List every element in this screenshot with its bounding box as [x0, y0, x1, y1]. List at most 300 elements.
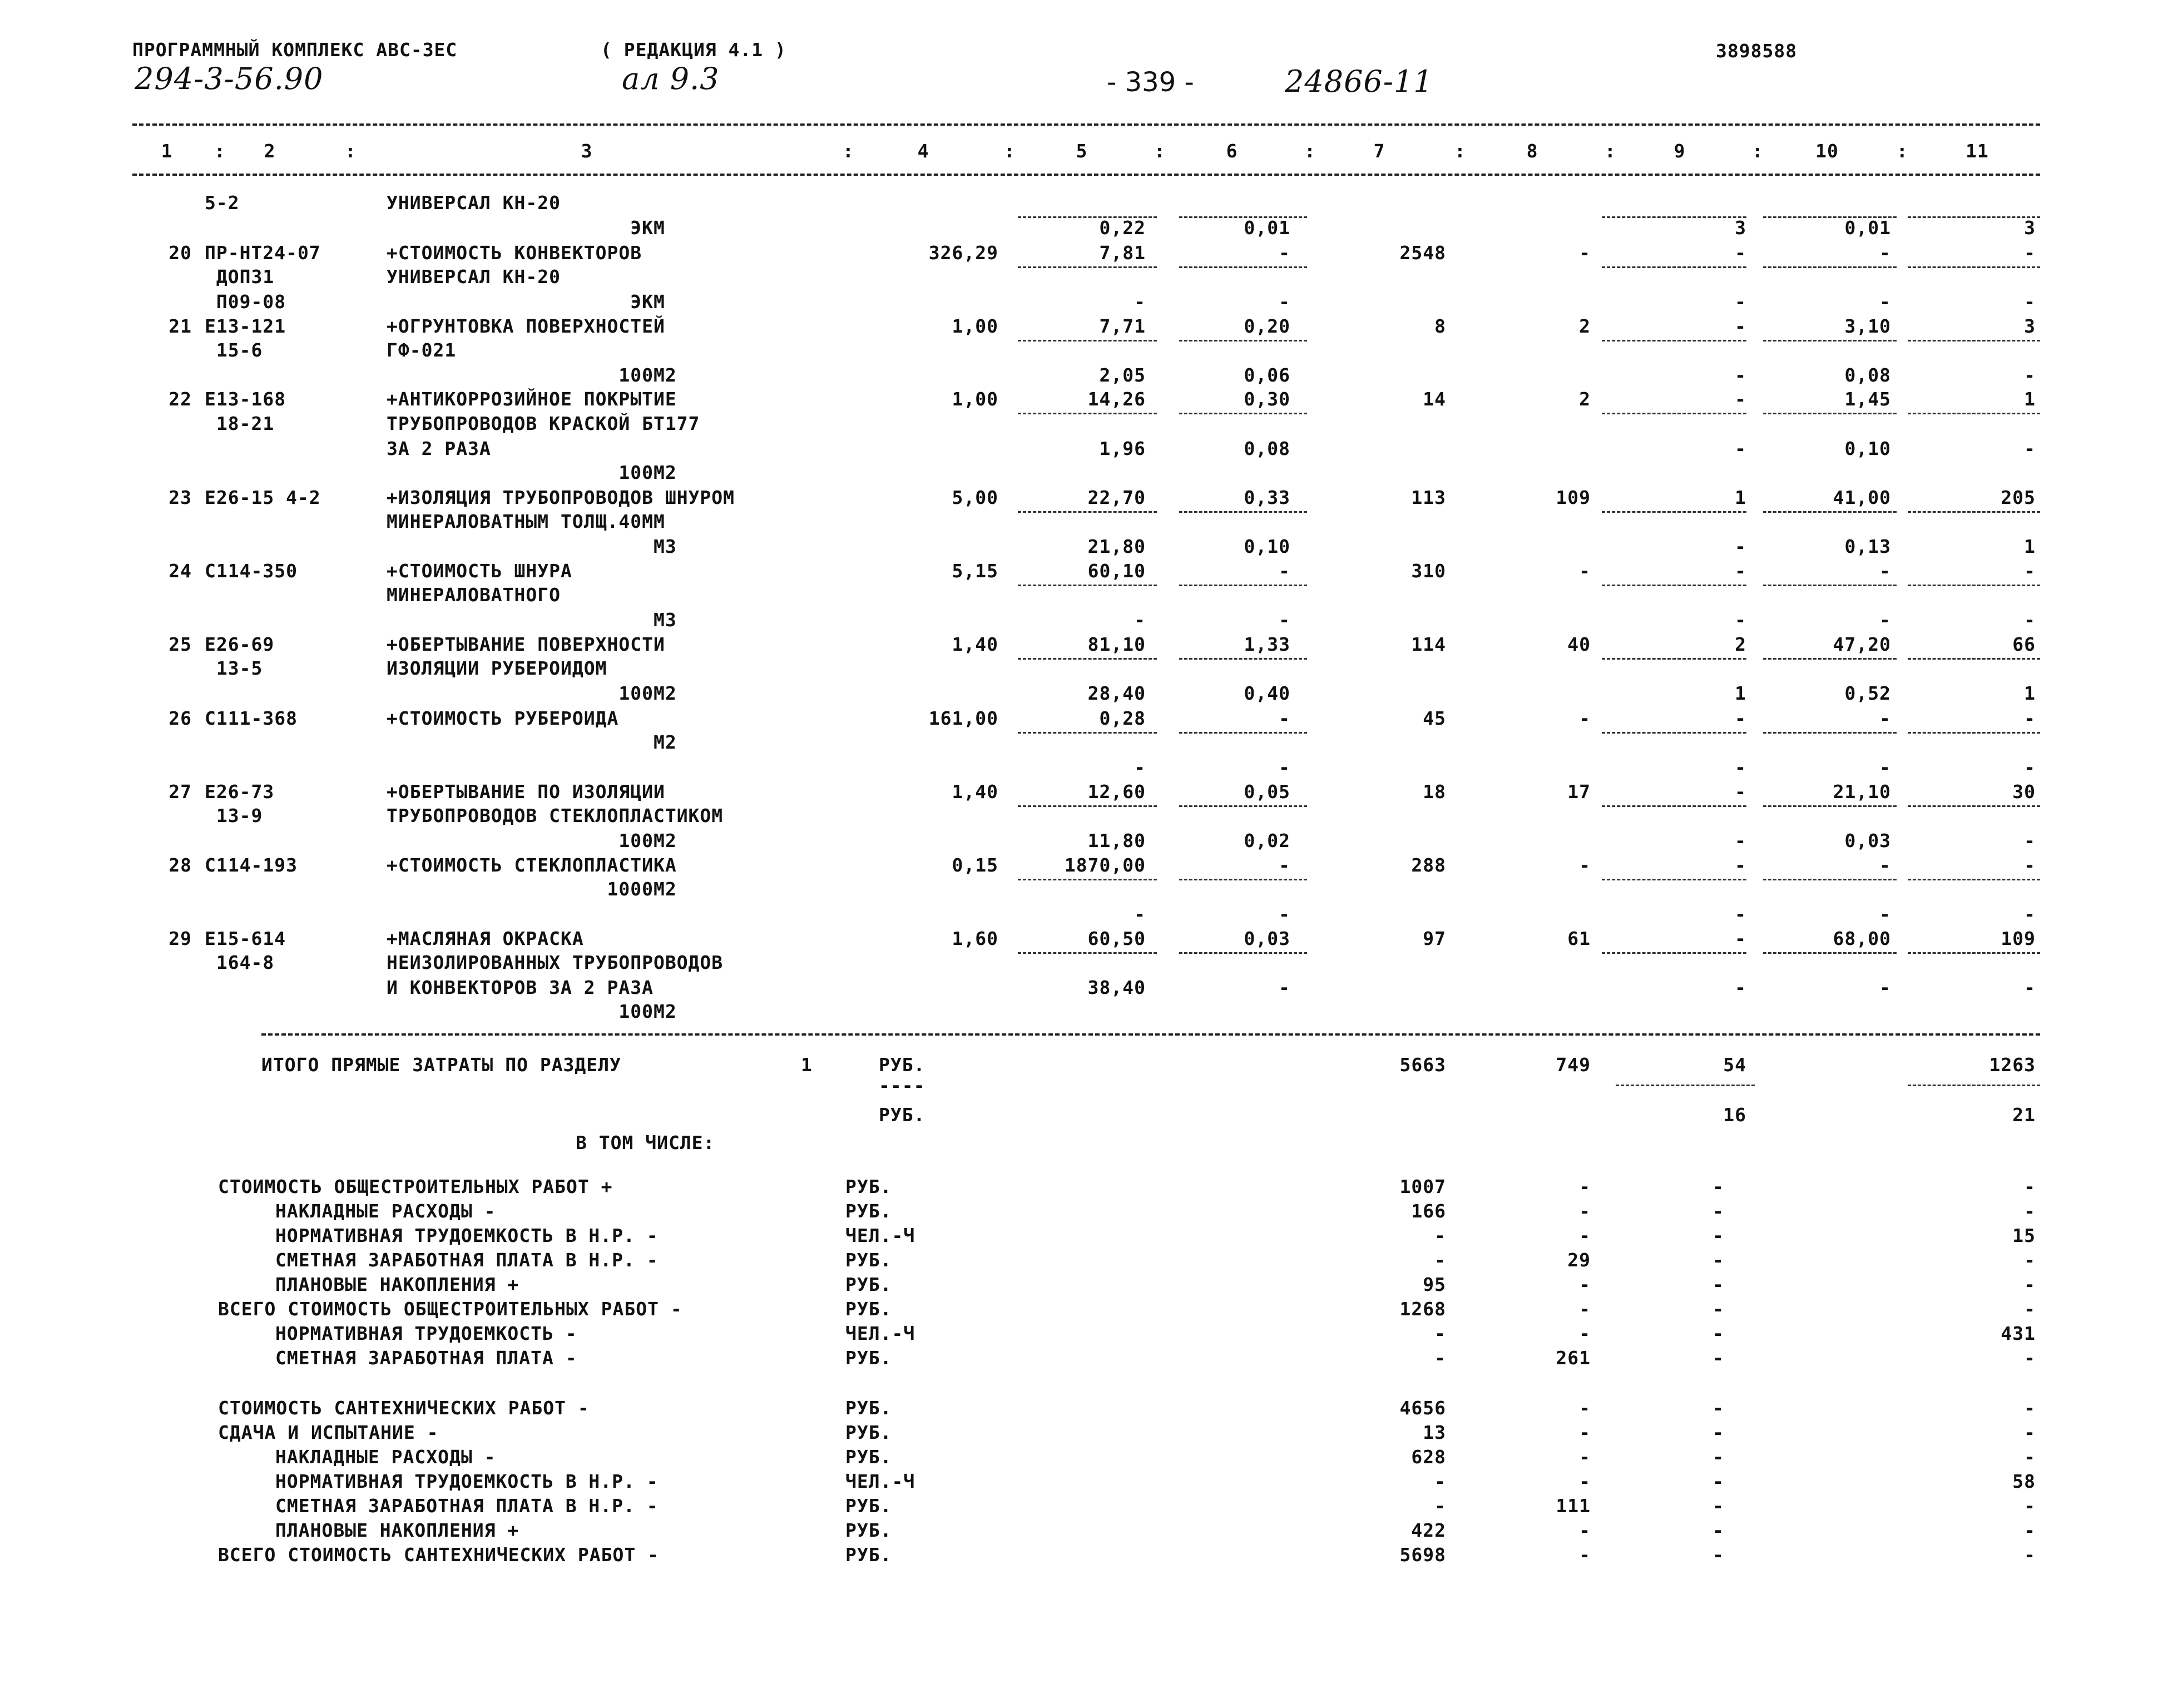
- table-cell-c6: -: [1279, 977, 1290, 998]
- summary-col11: 431: [2001, 1323, 2036, 1344]
- header-rule-bottom: [132, 174, 2040, 176]
- summary-col8: -: [1579, 1471, 1591, 1492]
- table-cell-c6: 0,40: [1244, 682, 1290, 704]
- cell-sub-rule: [1908, 340, 2040, 341]
- cell-sub-rule: [1602, 585, 1746, 586]
- summary-label: СТОИМОСТЬ ОБЩЕСТРОИТЕЛЬНЫХ РАБОТ +: [218, 1176, 613, 1197]
- table-cell-c9: -: [1735, 291, 1746, 313]
- column-header-3: 3: [581, 140, 593, 162]
- table-cell-c8: 2: [1579, 315, 1591, 337]
- summary-label: СМЕТНАЯ ЗАРАБОТНАЯ ПЛАТА -: [275, 1347, 577, 1369]
- cell-sub-rule: [1179, 511, 1307, 513]
- table-cell-c3: И КОНВЕКТОРОВ ЗА 2 РАЗА: [387, 977, 654, 998]
- totals-unit-dash: ----: [879, 1075, 925, 1096]
- table-cell-c4: 161,00: [928, 707, 998, 729]
- table-cell-c11: -: [2024, 609, 2036, 631]
- program-title: ПРОГРАММНЫЙ КОМПЛЕКС АВС-3ЕС: [132, 39, 458, 61]
- table-cell-c9: 1: [1735, 682, 1746, 704]
- table-cell-c2: 13-9: [205, 805, 263, 826]
- table-cell-c5: -: [1134, 756, 1146, 778]
- cell-sub-rule: [1018, 952, 1157, 954]
- summary-col9: -: [1712, 1347, 1724, 1369]
- cell-sub-rule: [1179, 340, 1307, 341]
- table-cell-c3: 1000М2: [387, 878, 677, 900]
- table-cell-c5: 22,70: [1087, 487, 1146, 508]
- table-cell-c11: 30: [2012, 781, 2036, 803]
- summary-col7: 4656: [1399, 1397, 1446, 1419]
- summary-label: НАКЛАДНЫЕ РАСХОДЫ -: [275, 1446, 496, 1468]
- table-cell-c9: -: [1735, 609, 1746, 631]
- right-code: 3898588: [1716, 40, 1798, 62]
- table-cell-c11: -: [2024, 291, 2036, 313]
- summary-col11: -: [2024, 1495, 2036, 1517]
- table-cell-c4: 1,00: [952, 315, 998, 337]
- table-cell-c5: 1870,00: [1064, 854, 1146, 876]
- summary-unit: РУБ.: [845, 1298, 892, 1320]
- table-cell-c2: ПР-НТ24-07: [205, 242, 321, 264]
- column-separator: :: [1154, 140, 1166, 162]
- table-cell-c8: 61: [1567, 928, 1591, 949]
- summary-col9: -: [1712, 1544, 1724, 1566]
- cell-sub-rule: [1179, 266, 1307, 268]
- table-cell-c9: -: [1735, 438, 1746, 459]
- cell-sub-rule: [1602, 879, 1746, 880]
- table-cell-c8: -: [1579, 854, 1591, 876]
- cell-sub-rule: [1602, 340, 1746, 341]
- cell-sub-rule: [1908, 879, 2040, 880]
- summary-col11: -: [2024, 1422, 2036, 1443]
- table-cell-c10: -: [1879, 560, 1891, 582]
- table-cell-c1: 25: [169, 633, 192, 655]
- summary-label: СДАЧА И ИСПЫТАНИЕ -: [218, 1422, 439, 1443]
- edition-label: ( РЕДАКЦИЯ 4.1 ): [601, 39, 786, 61]
- summary-col8: -: [1579, 1274, 1591, 1295]
- including-heading: В ТОМ ЧИСЛЕ:: [576, 1132, 715, 1153]
- cell-sub-rule: [1908, 952, 2040, 954]
- summary-col7: 1007: [1399, 1176, 1446, 1197]
- table-cell-c10: 0,03: [1844, 830, 1891, 851]
- table-cell-c10: 0,10: [1844, 438, 1891, 459]
- table-cell-c9: -: [1735, 928, 1746, 949]
- table-cell-c10: -: [1879, 854, 1891, 876]
- handwritten-code: 294-3-56.90: [135, 61, 324, 96]
- summary-unit: ЧЕЛ.-Ч: [845, 1471, 915, 1492]
- cell-sub-rule: [1602, 805, 1746, 807]
- table-cell-c10: 1,45: [1844, 388, 1891, 410]
- cell-sub-rule: [1179, 585, 1307, 586]
- table-cell-c2: Е26-15 4-2: [205, 487, 321, 508]
- table-cell-c11: 66: [2012, 633, 2036, 655]
- summary-label: ВСЕГО СТОИМОСТЬ ОБЩЕСТРОИТЕЛЬНЫХ РАБОТ -: [218, 1298, 682, 1320]
- table-cell-c2: С114-350: [205, 560, 298, 582]
- table-cell-c6: -: [1279, 903, 1290, 925]
- summary-col9: -: [1712, 1298, 1724, 1320]
- table-cell-c9: -: [1735, 903, 1746, 925]
- table-cell-c3: МИНЕРАЛОВАТНЫМ ТОЛЩ.40ММ: [387, 511, 665, 532]
- table-cell-c9: -: [1735, 977, 1746, 998]
- table-cell-c6: 0,05: [1244, 781, 1290, 803]
- table-cell-c11: 1: [2024, 388, 2036, 410]
- totals-section: 1: [801, 1054, 813, 1076]
- summary-col9: -: [1712, 1274, 1724, 1295]
- table-cell-c1: 29: [169, 928, 192, 949]
- table-cell-c3: +СТОИМОСТЬ КОНВЕКТОРОВ: [387, 242, 642, 264]
- table-cell-c5: 0,28: [1099, 707, 1146, 729]
- table-cell-c3: ЭКМ: [387, 217, 665, 239]
- summary-col8: -: [1579, 1397, 1591, 1419]
- summary-col11: -: [2024, 1519, 2036, 1541]
- cell-sub-rule: [1908, 585, 2040, 586]
- summary-unit: РУБ.: [845, 1519, 892, 1541]
- table-cell-c11: -: [2024, 977, 2036, 998]
- table-cell-c8: 40: [1567, 633, 1591, 655]
- summary-label: НОРМАТИВНАЯ ТРУДОЕМКОСТЬ -: [275, 1323, 577, 1344]
- summary-label: ПЛАНОВЫЕ НАКОПЛЕНИЯ +: [275, 1274, 519, 1295]
- summary-col11: -: [2024, 1544, 2036, 1566]
- summary-col7: -: [1434, 1225, 1446, 1246]
- table-cell-c11: -: [2024, 242, 2036, 264]
- summary-col9: -: [1712, 1225, 1724, 1246]
- table-cell-c10: 68,00: [1833, 928, 1891, 949]
- summary-col8: -: [1579, 1422, 1591, 1443]
- table-cell-c1: 26: [169, 707, 192, 729]
- cell-sub-rule: [1018, 732, 1157, 734]
- table-cell-c6: -: [1279, 609, 1290, 631]
- cell-sub-rule: [1763, 340, 1897, 341]
- table-cell-c5: -: [1134, 291, 1146, 313]
- table-cell-c5: 7,81: [1099, 242, 1146, 264]
- summary-col7: 13: [1423, 1422, 1446, 1443]
- table-cell-c5: 14,26: [1087, 388, 1146, 410]
- table-cell-c2: 13-5: [205, 657, 263, 679]
- cell-sub-rule: [1763, 266, 1897, 268]
- totals-col9-rule: [1616, 1085, 1755, 1086]
- column-header-8: 8: [1526, 140, 1538, 162]
- cell-sub-rule: [1179, 658, 1307, 660]
- table-cell-c3: ИЗОЛЯЦИИ РУБЕРОИДОМ: [387, 657, 607, 679]
- summary-col8: -: [1579, 1446, 1591, 1468]
- table-cell-c6: 0,03: [1244, 928, 1290, 949]
- cell-sub-rule: [1908, 805, 2040, 807]
- table-cell-c9: -: [1735, 315, 1746, 337]
- table-cell-c6: -: [1279, 854, 1290, 876]
- table-cell-c6: 0,08: [1244, 438, 1290, 459]
- table-cell-c9: -: [1735, 756, 1746, 778]
- table-cell-c1: 24: [169, 560, 192, 582]
- table-cell-c3: НЕИЗОЛИРОВАННЫХ ТРУБОПРОВОДОВ: [387, 952, 724, 973]
- table-cell-c10: -: [1879, 609, 1891, 631]
- table-cell-c3: М3: [387, 536, 677, 557]
- handwritten-doc-number: 24866-11: [1285, 64, 1433, 99]
- totals-label: ИТОГО ПРЯМЫЕ ЗАТРАТЫ ПО РАЗДЕЛУ: [261, 1054, 621, 1076]
- table-cell-c6: -: [1279, 707, 1290, 729]
- cell-sub-rule: [1179, 805, 1307, 807]
- column-separator: :: [843, 140, 854, 162]
- cell-sub-rule: [1018, 340, 1157, 341]
- summary-col7: -: [1434, 1471, 1446, 1492]
- table-cell-c8: -: [1579, 707, 1591, 729]
- summary-col7: 422: [1411, 1519, 1446, 1541]
- summary-label: СТОИМОСТЬ САНТЕХНИЧЕСКИХ РАБОТ -: [218, 1397, 590, 1419]
- column-separator: :: [1752, 140, 1764, 162]
- summary-col11: -: [2024, 1249, 2036, 1271]
- table-cell-c2: 15-6: [205, 339, 263, 361]
- summary-label: СМЕТНАЯ ЗАРАБОТНАЯ ПЛАТА В Н.Р. -: [275, 1495, 659, 1517]
- table-cell-c6: 0,01: [1244, 217, 1290, 239]
- table-cell-c5: 7,71: [1099, 315, 1146, 337]
- table-cell-c3: 100М2: [387, 364, 677, 386]
- table-cell-c10: -: [1879, 977, 1891, 998]
- table-cell-c3: ЭКМ: [387, 291, 665, 313]
- table-cell-c11: -: [2024, 560, 2036, 582]
- summary-col7: 628: [1411, 1446, 1446, 1468]
- cell-sub-rule: [1602, 658, 1746, 660]
- table-cell-c3: УНИВЕРСАЛ КН-20: [387, 192, 561, 214]
- table-cell-c11: -: [2024, 364, 2036, 386]
- table-cell-c2: Е26-69: [205, 633, 275, 655]
- page-number: - 339 -: [1107, 67, 1194, 98]
- summary-label: НАКЛАДНЫЕ РАСХОДЫ -: [275, 1200, 496, 1222]
- summary-col11: 15: [2012, 1225, 2036, 1246]
- table-cell-c9: -: [1735, 781, 1746, 803]
- totals-col7: 5663: [1399, 1054, 1446, 1076]
- summary-unit: РУБ.: [845, 1446, 892, 1468]
- summary-col7: -: [1434, 1323, 1446, 1344]
- totals-col11-second: 21: [2012, 1104, 2036, 1126]
- table-cell-c9: 3: [1735, 217, 1746, 239]
- table-cell-c1: 21: [169, 315, 192, 337]
- table-cell-c5: 11,80: [1087, 830, 1146, 851]
- summary-col9: -: [1712, 1323, 1724, 1344]
- table-cell-c5: 28,40: [1087, 682, 1146, 704]
- table-cell-c5: 2,05: [1099, 364, 1146, 386]
- column-header-11: 11: [1966, 140, 1989, 162]
- summary-col8: 29: [1567, 1249, 1591, 1271]
- table-cell-c8: 17: [1567, 781, 1591, 803]
- cell-sub-rule: [1908, 413, 2040, 414]
- cell-sub-rule: [1018, 413, 1157, 414]
- column-header-7: 7: [1373, 140, 1385, 162]
- table-cell-c9: -: [1735, 536, 1746, 557]
- table-cell-c5: 81,10: [1087, 633, 1146, 655]
- table-cell-c3: +ОБЕРТЫВАНИЕ ПО ИЗОЛЯЦИИ: [387, 781, 665, 803]
- cell-sub-rule: [1763, 511, 1897, 513]
- summary-unit: ЧЕЛ.-Ч: [845, 1225, 915, 1246]
- table-cell-c6: 0,10: [1244, 536, 1290, 557]
- summary-col9: -: [1712, 1519, 1724, 1541]
- table-cell-c10: 47,20: [1833, 633, 1891, 655]
- summary-col7: 166: [1411, 1200, 1446, 1222]
- summary-col8: 261: [1556, 1347, 1591, 1369]
- table-cell-c3: 100М2: [387, 462, 677, 483]
- cell-sub-rule: [1763, 658, 1897, 660]
- table-cell-c8: 2: [1579, 388, 1591, 410]
- cell-sub-rule: [1018, 658, 1157, 660]
- summary-col11: -: [2024, 1176, 2036, 1197]
- summary-col9: -: [1712, 1471, 1724, 1492]
- table-cell-c10: 0,13: [1844, 536, 1891, 557]
- summary-unit: РУБ.: [845, 1200, 892, 1222]
- table-cell-c7: 114: [1411, 633, 1446, 655]
- table-cell-c3: ГФ-021: [387, 339, 457, 361]
- column-header-2: 2: [264, 140, 276, 162]
- table-cell-c7: 14: [1423, 388, 1446, 410]
- cell-sub-rule: [1602, 266, 1746, 268]
- table-cell-c11: 3: [2024, 315, 2036, 337]
- table-cell-c9: -: [1735, 707, 1746, 729]
- cell-sub-rule: [1763, 732, 1897, 734]
- table-cell-c4: 326,29: [928, 242, 998, 264]
- table-cell-c5: -: [1134, 609, 1146, 631]
- column-separator: :: [1605, 140, 1616, 162]
- column-separator: :: [345, 140, 357, 162]
- column-separator: :: [1454, 140, 1466, 162]
- table-cell-c9: -: [1735, 830, 1746, 851]
- table-cell-c2: 5-2: [205, 192, 240, 214]
- table-cell-c2: Е13-121: [205, 315, 286, 337]
- summary-col8: -: [1579, 1323, 1591, 1344]
- totals-unit-2: РУБ.: [879, 1104, 925, 1126]
- totals-col9-second: 16: [1723, 1104, 1746, 1126]
- summary-col11: -: [2024, 1200, 2036, 1222]
- summary-col7: 5698: [1399, 1544, 1446, 1566]
- table-cell-c4: 1,00: [952, 388, 998, 410]
- summary-col11: 58: [2012, 1471, 2036, 1492]
- summary-col11: -: [2024, 1274, 2036, 1295]
- summary-col7: -: [1434, 1249, 1446, 1271]
- table-cell-c9: -: [1735, 242, 1746, 264]
- table-cell-c3: МИНЕРАЛОВАТНОГО: [387, 584, 561, 606]
- table-cell-c8: -: [1579, 242, 1591, 264]
- cell-sub-rule: [1763, 413, 1897, 414]
- table-cell-c11: -: [2024, 903, 2036, 925]
- table-cell-c8: 109: [1556, 487, 1591, 508]
- table-cell-c2: С111-368: [205, 707, 298, 729]
- table-cell-c3: М3: [387, 609, 677, 631]
- table-cell-c10: 0,01: [1844, 217, 1891, 239]
- table-cell-c6: -: [1279, 291, 1290, 313]
- summary-unit: РУБ.: [845, 1176, 892, 1197]
- table-cell-c11: 3: [2024, 217, 2036, 239]
- cell-sub-rule: [1602, 732, 1746, 734]
- table-cell-c2: 164-8: [205, 952, 275, 973]
- table-cell-c2: ДОП31: [205, 266, 275, 288]
- table-cell-c2: Е26-73: [205, 781, 275, 803]
- column-header-4: 4: [917, 140, 929, 162]
- table-cell-c3: +ОБЕРТЫВАНИЕ ПОВЕРХНОСТИ: [387, 633, 665, 655]
- summary-col7: 1268: [1399, 1298, 1446, 1320]
- cell-sub-rule: [1908, 266, 2040, 268]
- cell-sub-rule: [1018, 266, 1157, 268]
- handwritten-al: ал 9.3: [622, 61, 720, 96]
- cell-sub-rule: [1763, 879, 1897, 880]
- table-cell-c1: 28: [169, 854, 192, 876]
- table-cell-c9: 2: [1735, 633, 1746, 655]
- table-cell-c8: -: [1579, 560, 1591, 582]
- table-cell-c7: 288: [1411, 854, 1446, 876]
- summary-col8: -: [1579, 1176, 1591, 1197]
- summary-col8: -: [1579, 1200, 1591, 1222]
- table-cell-c2: 18-21: [205, 413, 275, 434]
- table-cell-c4: 5,00: [952, 487, 998, 508]
- summary-unit: РУБ.: [845, 1249, 892, 1271]
- table-cell-c3: ЗА 2 РАЗА: [387, 438, 491, 459]
- table-cell-c5: 1,96: [1099, 438, 1146, 459]
- table-cell-c11: -: [2024, 756, 2036, 778]
- table-cell-c10: 0,52: [1844, 682, 1891, 704]
- summary-label: ПЛАНОВЫЕ НАКОПЛЕНИЯ +: [275, 1519, 519, 1541]
- summary-unit: РУБ.: [845, 1422, 892, 1443]
- cell-sub-rule: [1763, 585, 1897, 586]
- column-header-10: 10: [1815, 140, 1839, 162]
- table-cell-c2: Е15-614: [205, 928, 286, 949]
- table-cell-c2: С114-193: [205, 854, 298, 876]
- summary-col11: -: [2024, 1347, 2036, 1369]
- table-cell-c1: 23: [169, 487, 192, 508]
- summary-label: СМЕТНАЯ ЗАРАБОТНАЯ ПЛАТА В Н.Р. -: [275, 1249, 659, 1271]
- table-cell-c11: 205: [2001, 487, 2036, 508]
- cell-sub-rule: [1602, 511, 1746, 513]
- table-cell-c3: 100М2: [387, 830, 677, 851]
- table-cell-c3: +ОГРУНТОВКА ПОВЕРХНОСТЕЙ: [387, 315, 665, 337]
- summary-col11: -: [2024, 1446, 2036, 1468]
- table-cell-c9: -: [1735, 388, 1746, 410]
- table-cell-c6: 0,33: [1244, 487, 1290, 508]
- table-cell-c10: -: [1879, 291, 1891, 313]
- cell-sub-rule: [1179, 413, 1307, 414]
- table-cell-c7: 113: [1411, 487, 1446, 508]
- cell-sub-rule: [1763, 805, 1897, 807]
- table-cell-c4: 0,15: [952, 854, 998, 876]
- table-cell-c7: 2548: [1399, 242, 1446, 264]
- header-rule-top: [132, 123, 2040, 126]
- column-separator: :: [1897, 140, 1908, 162]
- table-cell-c5: -: [1134, 903, 1146, 925]
- table-cell-c9: -: [1735, 364, 1746, 386]
- table-cell-c3: +ИЗОЛЯЦИЯ ТРУБОПРОВОДОВ ШНУРОМ: [387, 487, 735, 508]
- cell-sub-rule: [1018, 805, 1157, 807]
- cell-sub-rule: [1018, 585, 1157, 586]
- summary-col11: -: [2024, 1397, 2036, 1419]
- table-cell-c3: +МАСЛЯНАЯ ОКРАСКА: [387, 928, 584, 949]
- table-cell-c5: 12,60: [1087, 781, 1146, 803]
- table-cell-c9: -: [1735, 854, 1746, 876]
- table-cell-c3: +СТОИМОСТЬ ШНУРА: [387, 560, 572, 582]
- table-cell-c9: 1: [1735, 487, 1746, 508]
- summary-col9: -: [1712, 1176, 1724, 1197]
- table-cell-c10: 41,00: [1833, 487, 1891, 508]
- summary-unit: РУБ.: [845, 1347, 892, 1369]
- cell-sub-rule: [1908, 511, 2040, 513]
- table-cell-c3: ТРУБОПРОВОДОВ СТЕКЛОПЛАСТИКОМ: [387, 805, 724, 826]
- table-cell-c10: -: [1879, 903, 1891, 925]
- table-cell-c7: 97: [1423, 928, 1446, 949]
- cell-sub-rule: [1179, 732, 1307, 734]
- table-cell-c6: -: [1279, 242, 1290, 264]
- table-cell-c3: 100М2: [387, 682, 677, 704]
- cell-sub-rule: [1908, 658, 2040, 660]
- column-header-6: 6: [1226, 140, 1238, 162]
- cell-sub-rule: [1602, 952, 1746, 954]
- summary-unit: РУБ.: [845, 1544, 892, 1566]
- table-cell-c1: 20: [169, 242, 192, 264]
- table-cell-c6: -: [1279, 756, 1290, 778]
- summary-label: НОРМАТИВНАЯ ТРУДОЕМКОСТЬ В Н.Р. -: [275, 1225, 659, 1246]
- cell-sub-rule: [1179, 952, 1307, 954]
- table-cell-c6: 0,02: [1244, 830, 1290, 851]
- table-cell-c5: 0,22: [1099, 217, 1146, 239]
- table-cell-c5: 38,40: [1087, 977, 1146, 998]
